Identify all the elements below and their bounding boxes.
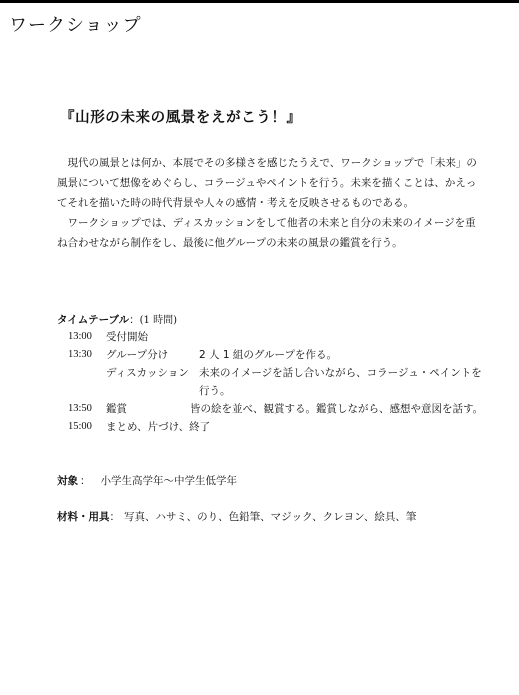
description-line: てそれを描いた時の時代背景や人々の感情・考えを反映させるものである。 <box>57 197 414 209</box>
timetable-activity: 受付開始 <box>106 331 148 343</box>
description-line: ワークショップでは、ディスカッションをして他者の未来と自分の未来のイメージを重 <box>57 217 476 229</box>
materials-line <box>57 509 416 524</box>
top-rule <box>0 0 519 3</box>
timetable-row <box>0 400 519 418</box>
timetable-time: 13:50 <box>68 403 92 414</box>
description-line: 現代の風景とは何か、本展でその多様さを感じたうえで、ワークショップで「未来」の <box>57 157 477 169</box>
timetable-detail: 皆の絵を並べ、観賞する。鑑賞しながら、感想や意図を話す。 <box>190 403 484 415</box>
materials-separator: ： <box>109 511 120 523</box>
timetable-label: タイムテーブル <box>57 314 130 326</box>
timetable-row <box>0 346 519 364</box>
target-line <box>57 473 237 488</box>
target-label: 対象 <box>57 475 78 487</box>
description-line: ね合わせながら制作をし、最後に他グループの未来の風景の鑑賞を行う。 <box>57 237 403 249</box>
timetable-row <box>0 418 519 436</box>
target-value: 小学生高学年～中学生低学年 <box>100 475 237 487</box>
timetable-detail: 未来のイメージを話し合いながら、コラージュ・ペイントを <box>199 367 482 379</box>
timetable-detail: 行う。 <box>199 385 231 397</box>
timetable-activity: 鑑賞 <box>106 403 127 415</box>
page-heading: ワークショップ <box>9 15 142 36</box>
timetable-header <box>57 311 177 327</box>
materials-value: 写真、ハサミ、のり、色鉛筆、マジック、クレヨン、絵具、筆 <box>124 511 417 523</box>
timetable-detail: 2 人 1 組のグループを作る。 <box>199 349 338 361</box>
timetable-row <box>0 364 519 382</box>
timetable-row <box>0 328 519 346</box>
timetable-time: 13:00 <box>68 331 92 342</box>
timetable-activity: グループ分け <box>106 349 169 361</box>
timetable-time: 15:00 <box>68 421 92 432</box>
target-separator: ： <box>80 475 91 487</box>
materials-label: 材料・用具 <box>57 511 110 523</box>
timetable-duration: (1 時間) <box>139 315 177 326</box>
timetable-separator: ： <box>129 314 140 326</box>
timetable-row <box>0 382 519 400</box>
timetable-activity: ディスカッション <box>106 367 189 379</box>
description-line: 風景について想像をめぐらし、コラージュやペイントを行う。未来を描くことは、かえっ <box>57 177 477 189</box>
timetable-activity: まとめ、片づけ、終了 <box>106 421 211 433</box>
timetable-time: 13:30 <box>68 349 92 360</box>
workshop-description <box>57 153 487 253</box>
workshop-title: 『山形の未来の風景をえがこう！』 <box>60 110 302 126</box>
